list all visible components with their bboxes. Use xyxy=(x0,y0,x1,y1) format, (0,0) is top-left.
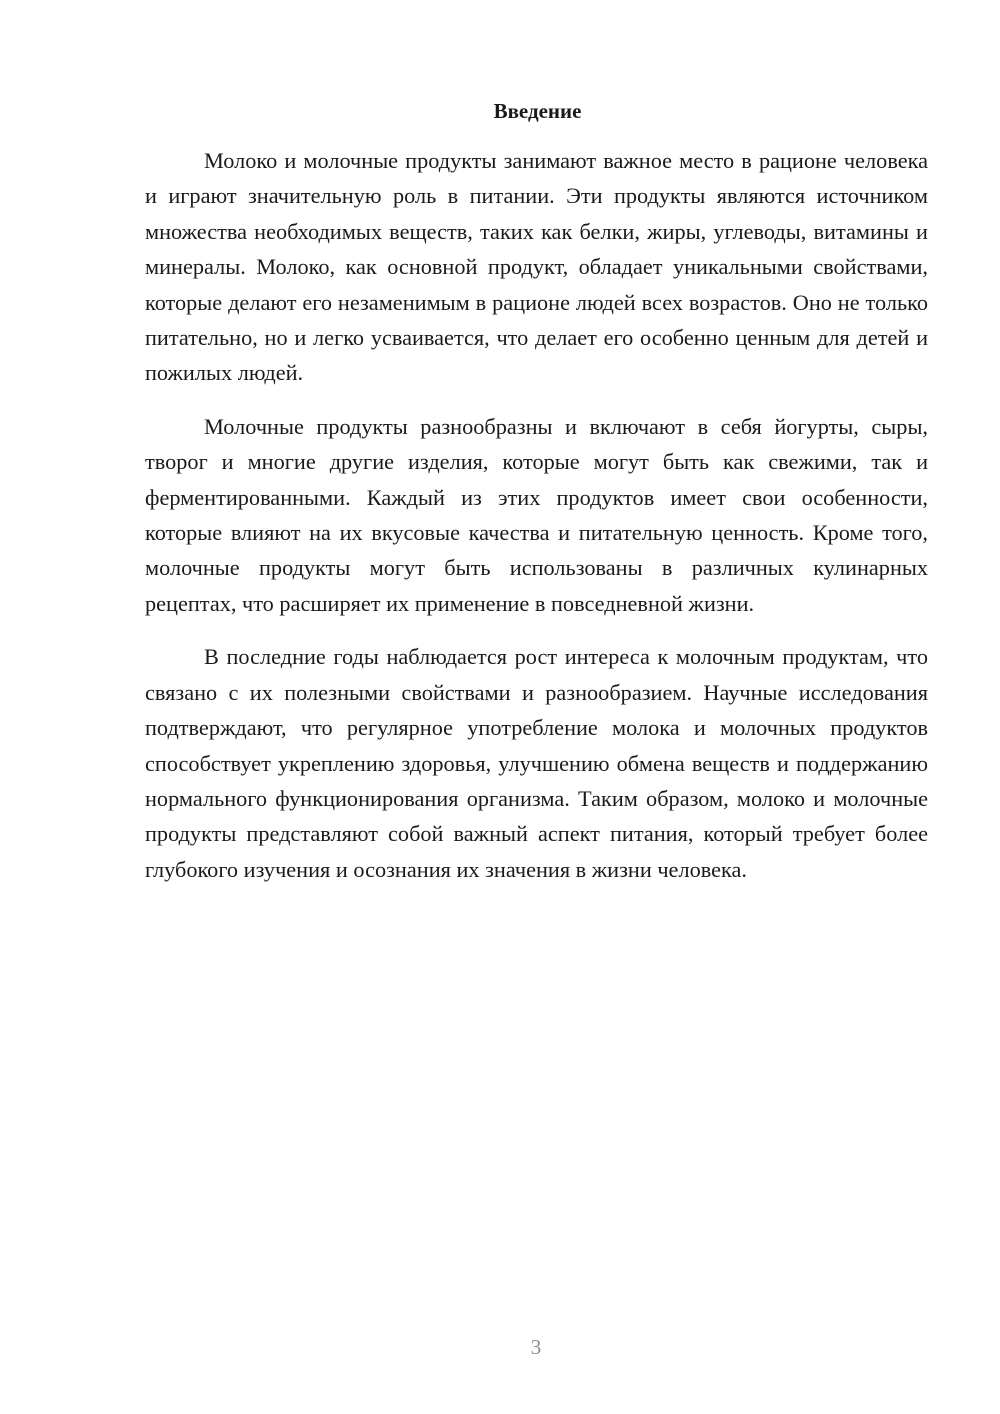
section-heading: Введение xyxy=(493,99,582,123)
paragraph-1: Молоко и молочные продукты занимают важное место в рационе человека и играют значительную роль в питании. Эти продукты являются источником множества необходимых веществ, таких как белки, жиры, углеводы, витамины и минералы. Молоко, как основной продукт, обладает уникальными свойствами, которые делают его незаменимым в рационе людей всех возрастов. Оно не только питательно, но и легко усваивается, что делает его особенно ценным для детей и пожилых людей. xyxy=(145,148,928,386)
paragraph-2: Молочные продукты разнообразны и включают в себя йогурты, сыры, творог и многие другие изделия, которые могут быть как свежими, так и ферментированными. Каждый из этих продуктов имеет свои особенности, которые влияют на их вкусовые качества и питательную ценность. Кроме того, молочные продукты могут быть использованы в различных кулинарных рецептах, что расширяет их применение в повседневной жизни. xyxy=(145,413,928,616)
page-number: 3 xyxy=(530,1335,542,1359)
document-body xyxy=(145,96,928,905)
paragraph-3: В последние годы наблюдается рост интереса к молочным продуктам, что связано с их полезными свойствами и разнообразием. Научные исследования подтверждают, что регулярное употребление молока и молочных продуктов способствует укреплению здоровья, улучшению обмена веществ и поддержанию нормального функционирования организма. Таким образом, молоко и молочные продукты представляют собой важный аспект питания, который требует более глубокого изучения и осознания их значения в жизни человека. xyxy=(145,644,928,882)
